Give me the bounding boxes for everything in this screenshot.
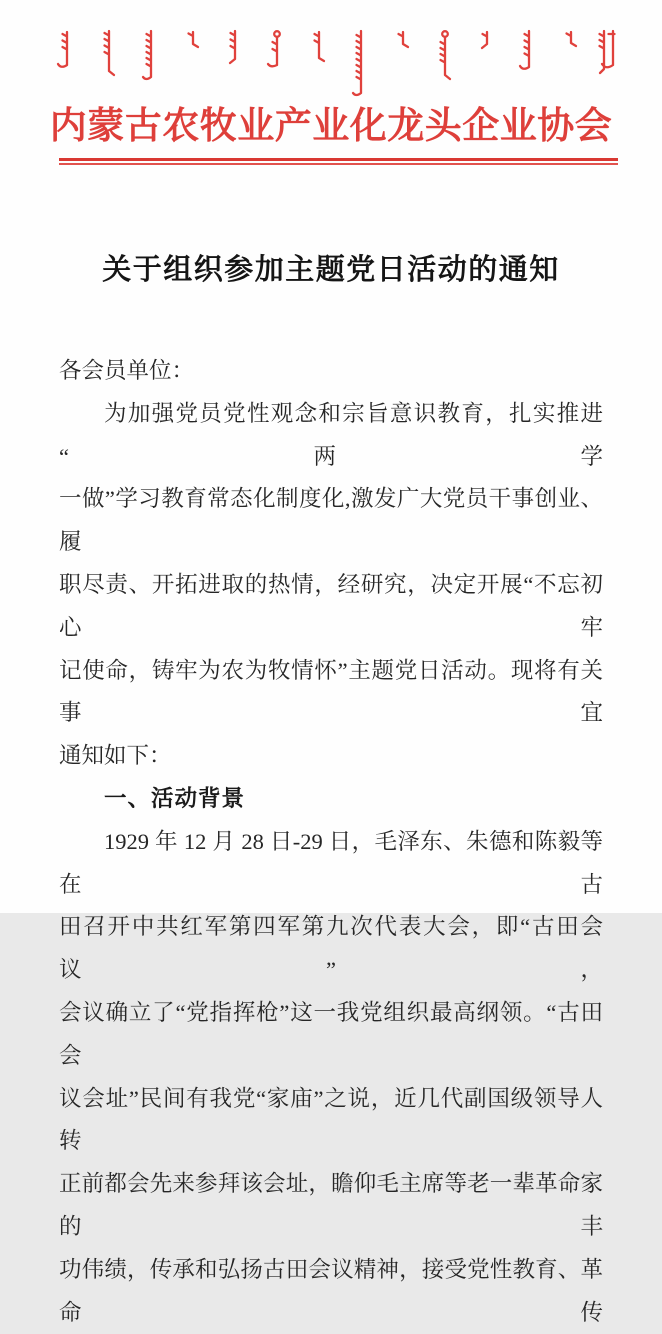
organization-name: 内蒙古农牧业产业化龙头企业协会 — [49, 106, 613, 147]
body-line: 职尽责、开拓进取的热情，经研究，决定开展“不忘初心牢 — [59, 571, 603, 640]
section-heading: 一、活动背景 — [104, 785, 246, 811]
body-line: 功伟绩，传承和弘扬古田会议精神，接受党性教育、革命传 — [59, 1256, 603, 1325]
body-line: 会议确立了“党指挥枪”这一我党组织最高纲领。“古田会 — [59, 999, 603, 1068]
body-line: 正前都会先来参拜该会址，瞻仰毛主席等老一辈革命家的丰 — [59, 1171, 603, 1239]
body-line: 一做”学习教育常态化制度化,激发广大党员干事创业、履 — [59, 486, 603, 555]
body-line: 1929 年 12 月 28 日-29 日，毛泽东、朱德和陈毅等在古 — [59, 828, 603, 897]
body-line: 为加强党员党性观念和宗旨意识教育，扎实推进“两学 — [59, 400, 603, 469]
body-line: 议会址”民间有我党“家庙”之说，近几代副国级领导人转 — [59, 1085, 603, 1154]
document-body — [59, 350, 603, 1334]
document-title: 关于组织参加主题党日活动的通知 — [102, 254, 560, 286]
body-line: 田召开中共红军第四军第九次代表大会，即“古田会议”， — [59, 914, 603, 983]
body-line: 记使命，铸牢为农为牧情怀”主题党日活动。现将有关事宜 — [59, 657, 603, 726]
header-divider — [59, 158, 618, 165]
salutation-line: 各会员单位： — [59, 358, 195, 383]
body-line: 通知如下： — [59, 743, 172, 769]
divider-thin-line — [59, 163, 618, 165]
